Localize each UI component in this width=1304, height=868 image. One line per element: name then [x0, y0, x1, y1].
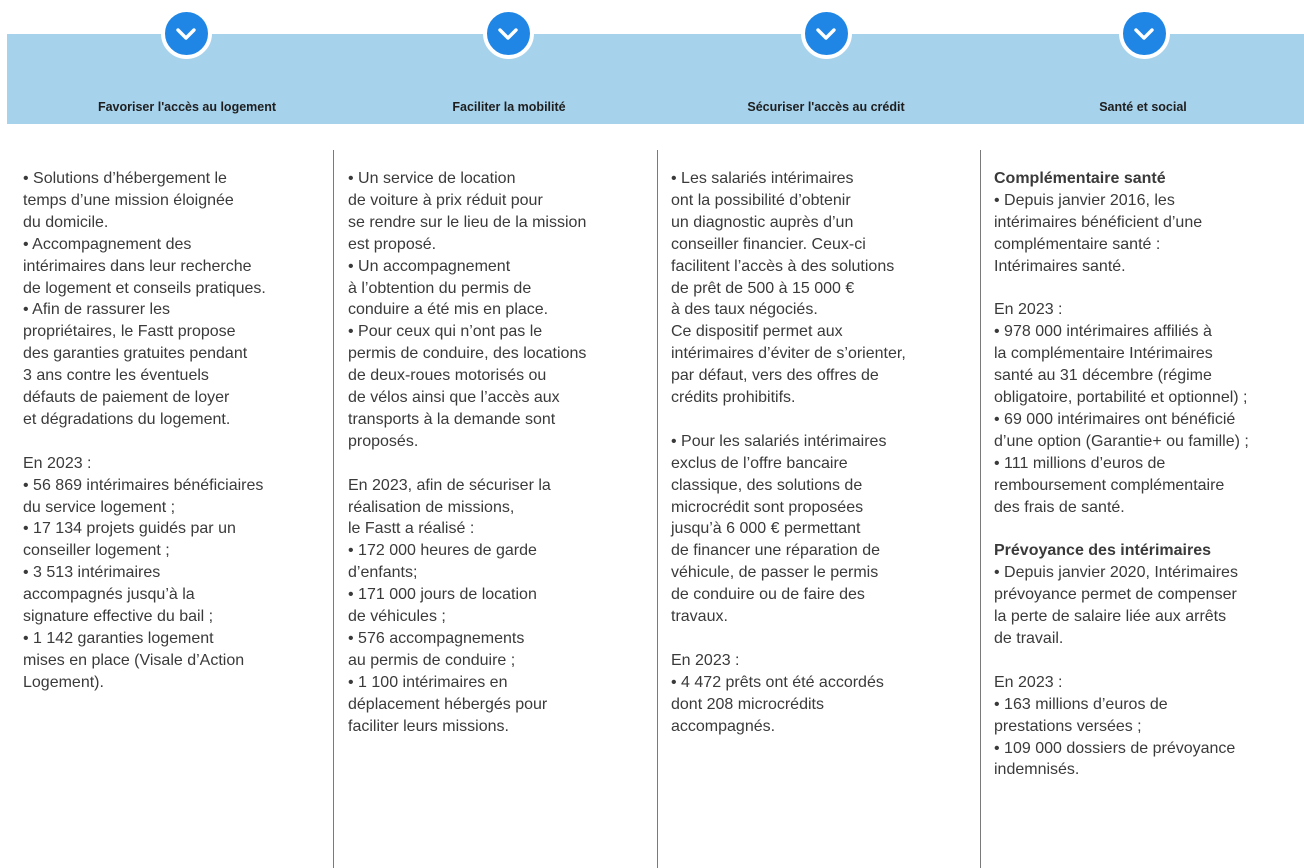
- text-line: de logement et conseils pratiques.: [23, 279, 266, 297]
- text-line: propriétaires, le Fastt propose: [23, 323, 236, 341]
- text-line: microcrédit sont proposées: [671, 498, 864, 516]
- column-divider: [980, 150, 981, 868]
- text-line: prestations versées ;: [994, 717, 1142, 735]
- text-line: déplacement hébergés pour: [348, 695, 548, 713]
- text-line: de travail.: [994, 630, 1064, 647]
- text-line: au permis de conduire ;: [348, 651, 516, 669]
- text-line: accompagnés.: [671, 717, 776, 735]
- text-line: par défaut, vers des offres de: [671, 367, 879, 385]
- text-line: • Depuis janvier 2020, Intérimaires: [994, 564, 1238, 582]
- text-line: En 2023 :: [994, 301, 1063, 319]
- text-line: de véhicules ;: [348, 608, 446, 626]
- text-line: signature effective du bail ;: [23, 608, 214, 626]
- text-line: et dégradations du logement.: [23, 410, 231, 428]
- text-line: conseiller logement ;: [23, 542, 170, 560]
- text-line: conduire a été mis en place.: [348, 301, 549, 319]
- text-line: En 2023 :: [23, 454, 92, 472]
- text-line: du service logement ;: [23, 498, 176, 516]
- text-line: intérimaires dans leur recherche: [23, 257, 252, 275]
- column-divider: [333, 150, 334, 868]
- text-line: classique, des solutions de: [671, 476, 863, 494]
- text-line: En 2023 :: [994, 673, 1063, 691]
- text-line: indemnisés.: [994, 761, 1080, 779]
- text-line: • Depuis janvier 2016, les: [994, 191, 1175, 209]
- chevron-down-icon[interactable]: [483, 8, 534, 59]
- text-line: En 2023 :: [671, 651, 740, 669]
- text-line: • 69 000 intérimaires ont bénéficié: [994, 410, 1236, 428]
- text-line: à des taux négociés.: [671, 301, 818, 319]
- text-line: Logement).: [23, 673, 104, 691]
- text-line: d’enfants;: [348, 564, 418, 582]
- text-line: de vélos ainsi que l’accès aux: [348, 389, 560, 407]
- text-line: • Solutions d’hébergement le: [23, 170, 227, 187]
- text-line: jusqu’à 6 000 € permettant: [671, 520, 861, 538]
- column-health: [994, 168, 1300, 781]
- text-line: de financer une réparation de: [671, 542, 881, 560]
- text-line: complémentaire santé :: [994, 235, 1161, 253]
- text-line: • 1 142 garanties logement: [23, 630, 214, 648]
- text-line: 3 ans contre les éventuels: [23, 367, 209, 385]
- header-label-health: Santé et social: [1099, 100, 1187, 114]
- column-credit: [671, 168, 976, 738]
- text-line: • 172 000 heures de garde: [348, 542, 537, 560]
- text-line: réalisation de missions,: [348, 498, 515, 516]
- text-line: • 3 513 intérimaires: [23, 564, 161, 582]
- text-line: de voiture à prix réduit pour: [348, 191, 543, 209]
- text-line: accompagnés jusqu’à la: [23, 586, 195, 604]
- text-line: travaux.: [671, 608, 728, 626]
- text-line: • 171 000 jours de location: [348, 586, 537, 604]
- text-line: de prêt de 500 à 15 000 €: [671, 279, 855, 297]
- text-line: à l’obtention du permis de: [348, 279, 532, 297]
- text-line: • 56 869 intérimaires bénéficiaires: [23, 476, 264, 494]
- text-line: • 978 000 intérimaires affiliés à: [994, 323, 1212, 341]
- text-line: est proposé.: [348, 235, 437, 253]
- text-line: la complémentaire Intérimaires: [994, 345, 1213, 363]
- text-line: • 109 000 dossiers de prévoyance: [994, 739, 1236, 757]
- text-line: • 576 accompagnements: [348, 630, 525, 648]
- text-line: véhicule, de passer le permis: [671, 564, 879, 582]
- text-line: Intérimaires santé.: [994, 257, 1126, 275]
- text-line: • Afin de rassurer les: [23, 301, 170, 319]
- text-line: • Accompagnement des: [23, 235, 192, 253]
- text-line: • Un service de location: [348, 170, 516, 187]
- header-label-housing: Favoriser l'accès au logement: [97, 100, 277, 114]
- text-line: • 4 472 prêts ont été accordés: [671, 673, 884, 691]
- text-line: faciliter leurs missions.: [348, 717, 509, 735]
- text-line: un diagnostic auprès d’un: [671, 213, 854, 231]
- header-label-credit: Sécuriser l'accès au crédit: [747, 100, 905, 114]
- text-line: • 17 134 projets guidés par un: [23, 520, 236, 538]
- text-line: de deux-roues motorisés ou: [348, 367, 547, 385]
- text-line: • Un accompagnement: [348, 257, 511, 275]
- text-line: de conduire ou de faire des: [671, 586, 865, 604]
- text-line: • Pour les salariés intérimaires: [671, 432, 887, 450]
- text-line: proposés.: [348, 432, 419, 450]
- text-line: des frais de santé.: [994, 498, 1125, 516]
- text-line: des garanties gratuites pendant: [23, 345, 248, 363]
- column-housing: [23, 168, 331, 694]
- text-line: santé au 31 décembre (régime: [994, 367, 1212, 385]
- text-line: d’une option (Garantie+ ou famille) ;: [994, 432, 1249, 450]
- text-line: facilitent l’accès à des solutions: [671, 257, 895, 275]
- text-line: prévoyance permet de compenser: [994, 586, 1237, 604]
- text-line: dont 208 microcrédits: [671, 695, 824, 713]
- text-line: la perte de salaire liée aux arrêts: [994, 608, 1227, 626]
- text-line: • 111 millions d’euros de: [994, 454, 1166, 472]
- text-line: • Les salariés intérimaires: [671, 170, 854, 187]
- chevron-down-icon[interactable]: [801, 8, 852, 59]
- text-line: défauts de paiement de loyer: [23, 389, 230, 407]
- column-mobility: [348, 168, 652, 738]
- section-heading: Complémentaire santé: [994, 170, 1166, 187]
- text-line: intérimaires bénéficient d’une: [994, 213, 1203, 231]
- text-line: exclus de l’offre bancaire: [671, 454, 848, 472]
- text-line: • Pour ceux qui n’ont pas le: [348, 323, 543, 341]
- text-line: temps d’une mission éloignée: [23, 191, 234, 209]
- text-line: En 2023, afin de sécuriser la: [348, 476, 551, 494]
- text-line: transports à la demande sont: [348, 410, 556, 428]
- text-line: • 163 millions d’euros de: [994, 695, 1168, 713]
- chevron-down-icon[interactable]: [161, 8, 212, 59]
- text-line: Ce dispositif permet aux: [671, 323, 843, 341]
- text-line: remboursement complémentaire: [994, 476, 1225, 494]
- section-heading: Prévoyance des intérimaires: [994, 542, 1212, 560]
- text-line: du domicile.: [23, 213, 109, 231]
- text-line: conseiller financier. Ceux-ci: [671, 235, 866, 253]
- text-line: crédits prohibitifs.: [671, 389, 796, 407]
- text-line: intérimaires d’éviter de s’orienter,: [671, 345, 906, 363]
- chevron-down-icon[interactable]: [1119, 8, 1170, 59]
- column-divider: [657, 150, 658, 868]
- text-line: mises en place (Visale d’Action: [23, 651, 245, 669]
- text-line: se rendre sur le lieu de la mission: [348, 213, 587, 231]
- text-line: le Fastt a réalisé :: [348, 520, 475, 538]
- text-line: obligatoire, portabilité et optionnel) ;: [994, 389, 1248, 407]
- text-line: permis de conduire, des locations: [348, 345, 587, 363]
- header-label-mobility: Faciliter la mobilité: [452, 100, 566, 114]
- text-line: ont la possibilité d’obtenir: [671, 191, 851, 209]
- text-line: • 1 100 intérimaires en: [348, 673, 508, 691]
